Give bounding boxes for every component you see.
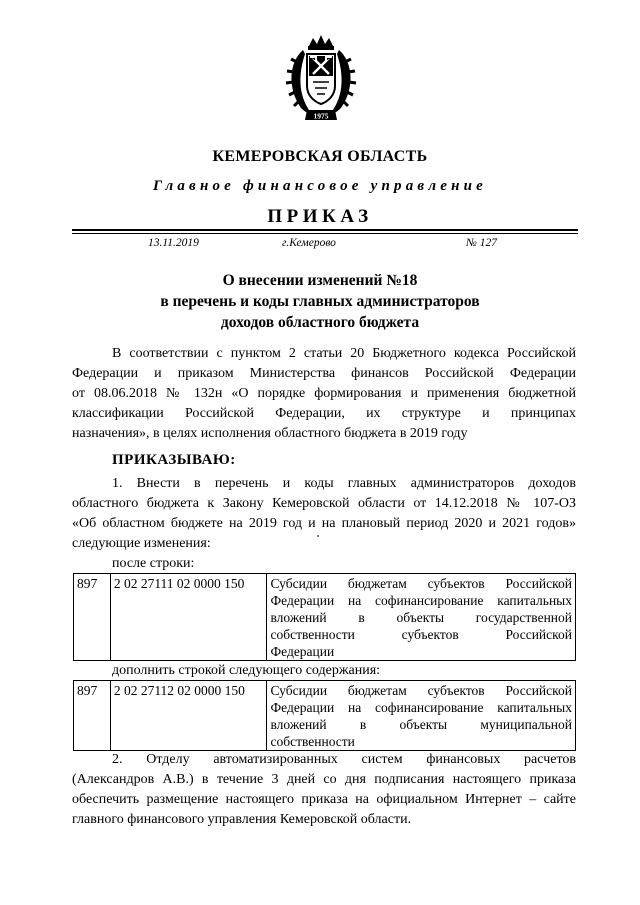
item1-line: «Об областном бюджете на 2019 год и на плановый период 2020 и 2021 годов» [72,516,576,531]
department-name: Главное финансовое управление [152,178,487,194]
document-date: 13.11.2019 [148,237,199,249]
description-cell [267,574,576,661]
scan-speck [317,535,319,537]
preamble-line: от 08.06.2018 № 132н «О порядке формирования и применения бюджетной [72,386,576,401]
preamble-line: назначения», в целях исполнения областного бюджета в 2019 году [72,426,468,441]
item2-line: (Александров А.В.) в течение 3 дней со дня подписания настоящего приказа [72,772,576,787]
table-row [74,574,576,661]
table-row [74,681,576,751]
description-line: Субсидии бюджетам субъектов Российской [270,576,572,591]
item1-line: областного бюджета к Закону Кемеровской области от 14.12.2018 № 107-ОЗ [72,496,576,511]
document-city: г.Кемерово [282,237,336,249]
title-line: в перечень и коды главных администраторов [160,293,480,310]
description-line: Федерации [270,644,335,659]
preamble-line: классификации Российской Федерации, их структуре и принципах [72,406,576,421]
item2-line: главного финансового управления Кемеровской области. [72,812,412,827]
description-line: вложений в объекты муниципальной [270,717,572,732]
preamble-line: Федерации и приказом Министерства финансов Российской Федерации [72,366,576,381]
title-line: О внесении изменений №18 [222,272,418,289]
coat-of-arms-icon [283,32,359,124]
emblem-year: 1975 [313,111,329,121]
description-line: Федерации на софинансирование капитальных [270,593,572,608]
header-rule-thick [72,229,578,231]
add-row-label: дополнить строкой следующего содержания: [112,663,381,678]
item1-line: следующие изменения: [72,536,211,551]
document-type: ПРИКАЗ [267,206,373,227]
description-line: Федерации на софинансирование капитальных [270,700,572,715]
after-row-label: после строки: [112,556,195,571]
description-line: собственности [270,734,355,749]
title-line: доходов областного бюджета [220,314,420,331]
kbk-code-cell: 2 02 27111 02 0000 150 [110,574,267,661]
document-title [0,270,640,333]
table-existing-row [73,573,576,661]
item1-line: 1. Внести в перечень и коды главных администраторов доходов [112,476,576,491]
header-rule-thin [72,233,578,234]
region-name: КЕМЕРОВСКАЯ ОБЛАСТЬ [212,148,428,165]
description-line: собственности субъектов Российской [270,627,572,642]
description-line: Субсидии бюджетам субъектов Российской [270,683,572,698]
preamble-line: В соответствии с пунктом 2 статьи 20 Бюджетного кодекса Российской [112,346,576,361]
document-number: № 127 [466,237,497,249]
admin-code-cell: 897 [74,681,111,751]
table-new-row [73,680,576,751]
item2-line: обеспечить размещение настоящего приказа на официальном Интернет – сайте [72,792,576,807]
item2-line: 2. Отделу автоматизированных систем финансовых расчетов [112,752,576,767]
description-cell [267,681,576,751]
order-word: ПРИКАЗЫВАЮ: [112,452,236,468]
admin-code-cell: 897 [74,574,111,661]
description-line: вложений в объекты государственной [270,610,572,625]
kbk-code-cell: 2 02 27112 02 0000 150 [110,681,267,751]
